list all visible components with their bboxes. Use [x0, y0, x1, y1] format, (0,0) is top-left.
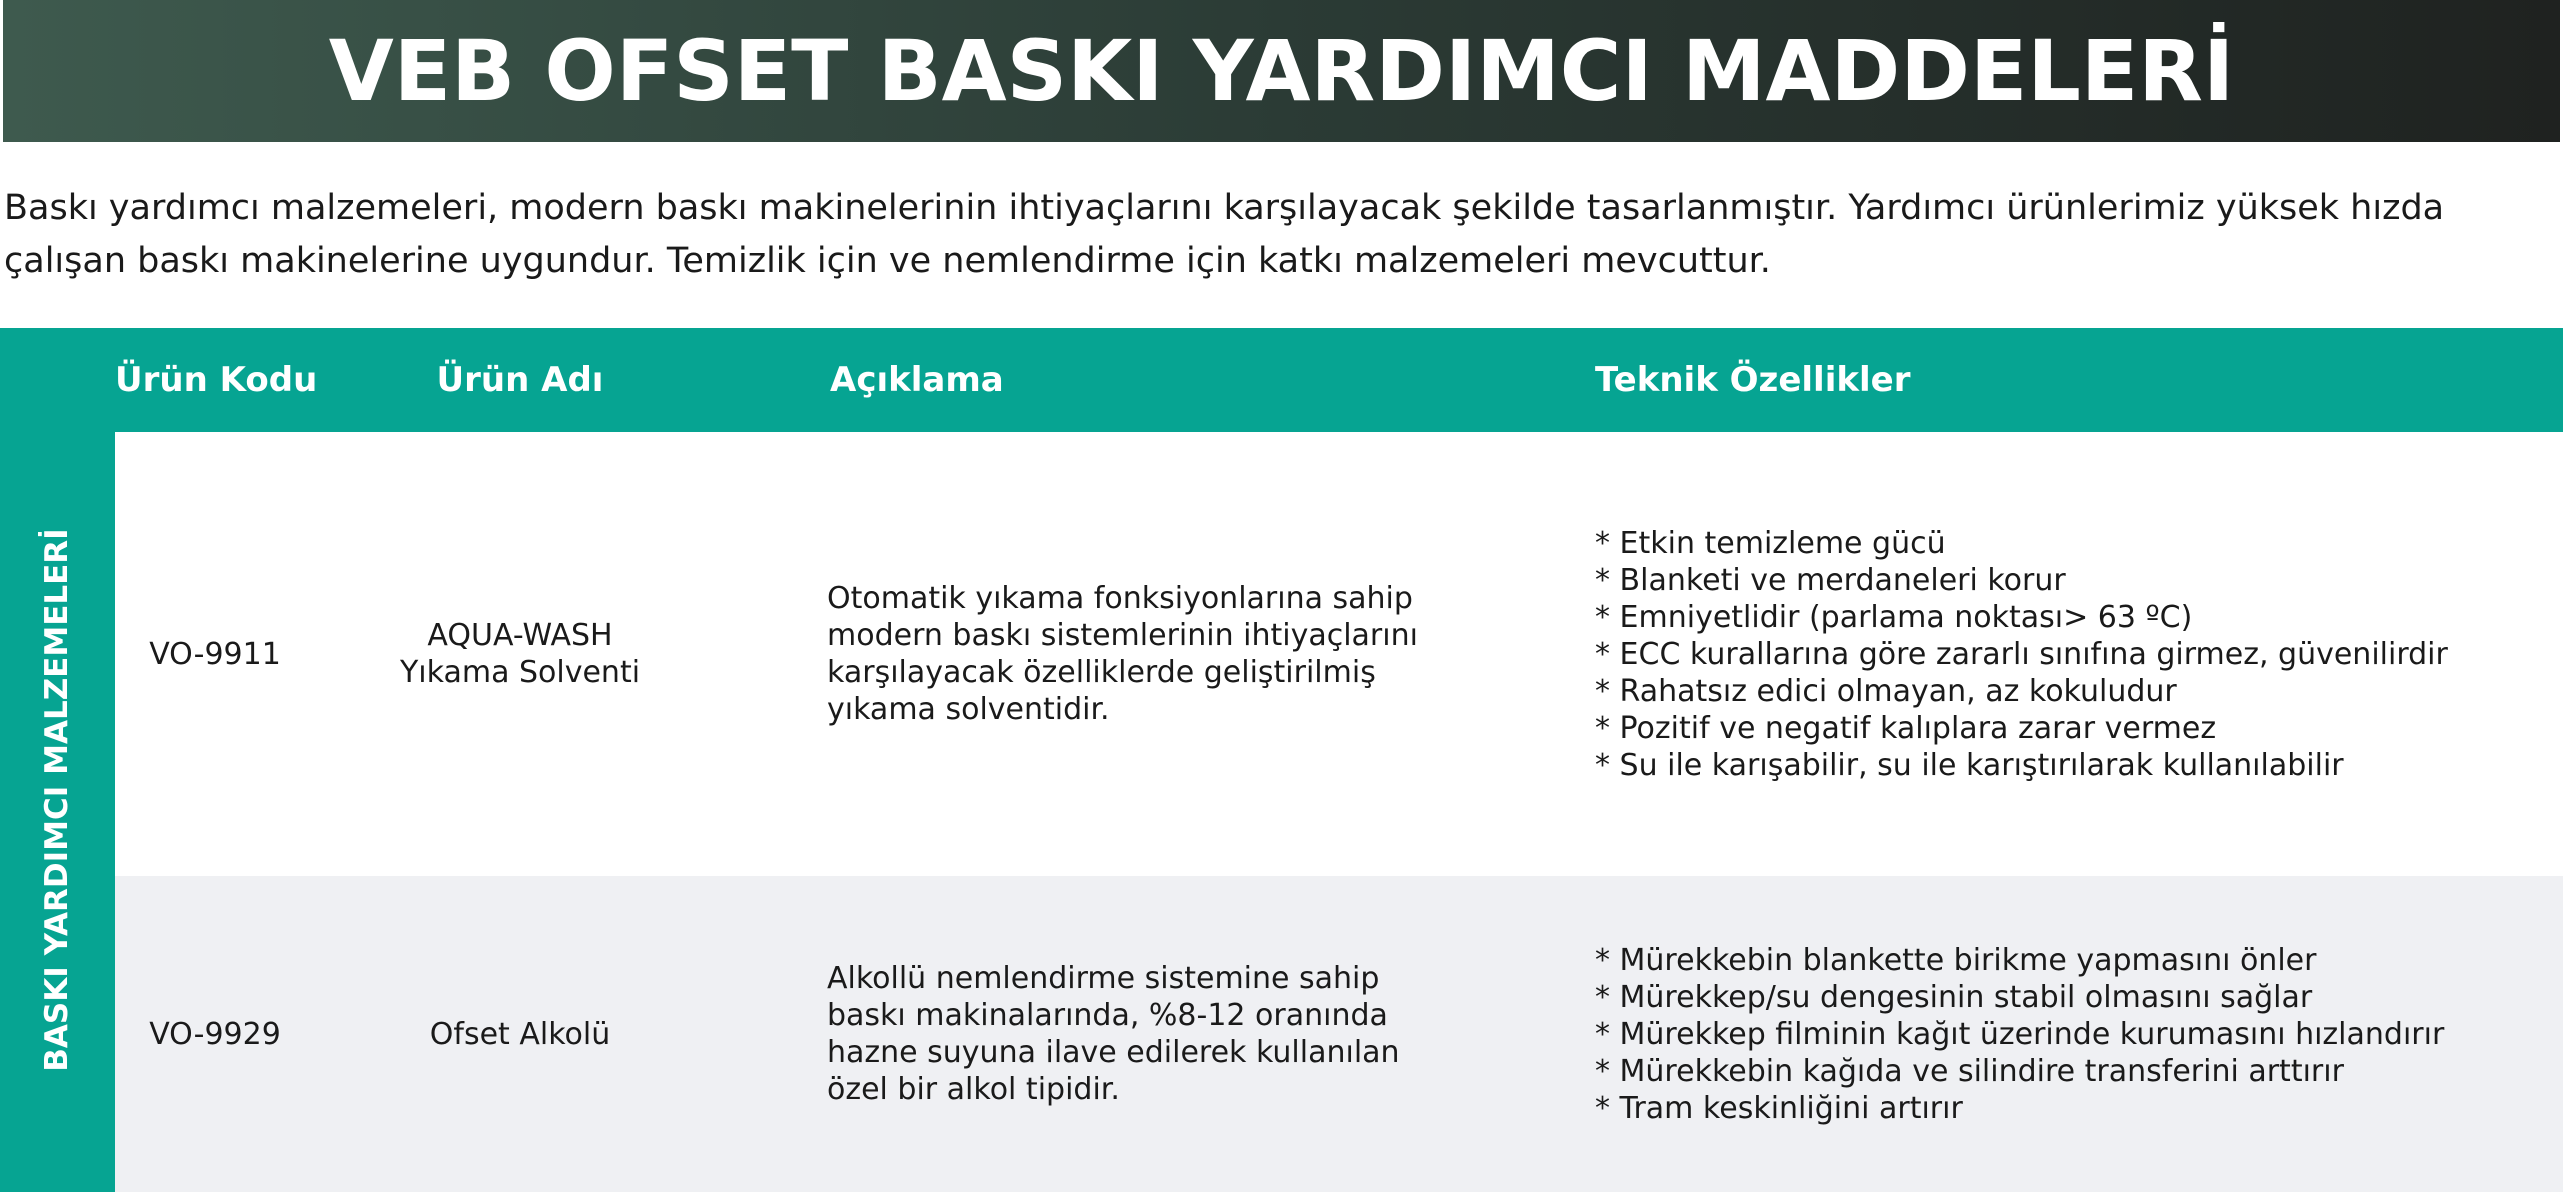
product-description: Alkollü nemlendirme sistemine sahip baskı makinalarında, %8-12 oranında hazne suyuna ilave edilerek kullanılan özel bir alkol tipidir. — [827, 961, 1400, 1107]
column-header-specs: Teknik Özellikler — [1595, 360, 1911, 400]
spec-list — [1595, 942, 2444, 1127]
spec-item: * Mürekkep filminin kağıt üzerinde kurumasını hızlandırır — [1595, 1016, 2445, 1052]
spec-item: * Mürekkebin kağıda ve silindire transferini arttırır — [1595, 1053, 2344, 1089]
product-code: VO-9929 — [149, 1016, 281, 1052]
product-description-cell — [827, 876, 1487, 1192]
table-header-row — [115, 328, 2563, 432]
product-name: AQUA-WASH Yıkama Solventi — [399, 618, 641, 690]
spec-item: * Etkin temizleme gücü — [1595, 525, 1946, 561]
table-row — [115, 432, 2563, 876]
product-description: Otomatik yıkama fonksiyonlarına sahip modern baskı sistemlerinin ihtiyaçlarını karşılayacak özelliklerde geliştirilmiş yıkama solventidir. — [827, 581, 1418, 727]
intro-paragraph: Baskı yardımcı malzemeleri, modern baskı makinelerinin ihtiyaçlarını karşılayacak şekilde tasarlanmıştır. Yardımcı ürünlerimiz yüksek hızda çalışan baskı makinelerine uygundur. Temizlik için ve nemlendirme için katkı malzemeleri mevcuttur. — [4, 188, 2445, 281]
product-specs-cell — [1595, 432, 2555, 876]
spec-item: * Mürekkep/su dengesinin stabil olmasını sağlar — [1595, 979, 2313, 1015]
column-header-code: Ürün Kodu — [115, 360, 318, 400]
spec-item: * Tram keskinliğini artırır — [1595, 1090, 1963, 1126]
spec-list — [1595, 525, 2448, 784]
product-description-cell — [827, 432, 1487, 876]
spec-item: * Blanketi ve merdaneleri korur — [1595, 562, 2066, 598]
product-code-cell — [115, 876, 315, 1192]
spec-item: * Rahatsız edici olmayan, az kokuludur — [1595, 673, 2177, 709]
product-code: VO-9911 — [149, 636, 281, 672]
product-name-cell — [385, 432, 655, 876]
product-specs-cell — [1595, 876, 2555, 1192]
spec-item: * Su ile karışabilir, su ile karıştırılarak kullanılabilir — [1595, 747, 2344, 783]
product-name-cell — [385, 876, 655, 1192]
spec-item: * Pozitif ve negatif kalıplara zarar vermez — [1595, 710, 2217, 746]
side-category-label: BASKI YARDIMCI MALZEMELERİ — [39, 528, 75, 1072]
page-title: VEB OFSET BASKI YARDIMCI MADDELERİ — [328, 22, 2235, 120]
spec-item: * Emniyetlidir (parlama noktası> 63 ºC) — [1595, 599, 2193, 635]
column-header-description: Açıklama — [830, 360, 1004, 400]
spec-item: * ECC kurallarına göre zararlı sınıfına girmez, güvenilirdir — [1595, 636, 2448, 672]
table-row — [115, 876, 2563, 1192]
spec-item: * Mürekkebin blankette birikme yapmasını önler — [1595, 942, 2317, 978]
product-name: Ofset Alkolü — [429, 1016, 611, 1052]
column-header-name: Ürün Adı — [436, 360, 604, 400]
title-banner — [3, 0, 2560, 142]
product-code-cell — [115, 432, 315, 876]
